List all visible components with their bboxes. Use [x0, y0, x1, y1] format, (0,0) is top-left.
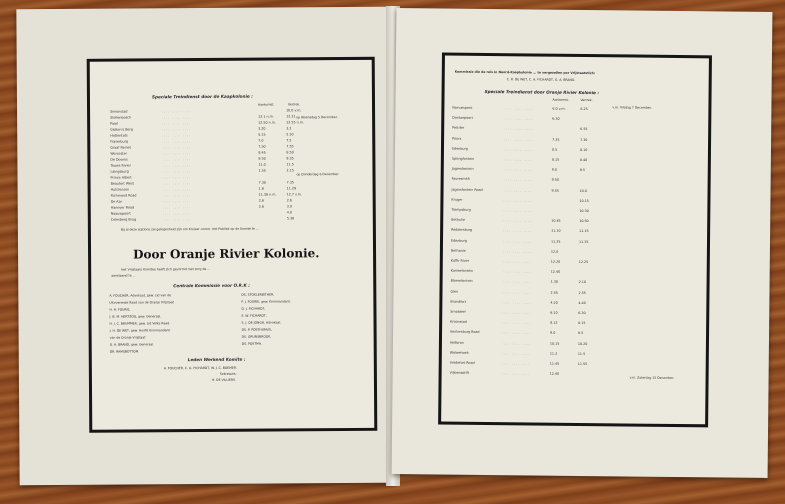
right-col-depart: Vertrek.	[580, 97, 593, 103]
departure-time: 8.15	[578, 321, 586, 326]
committee-member: DS. P. POSTHUMUS,	[241, 327, 272, 332]
working-committee-heading: Leden Werkend Komite :	[187, 356, 246, 363]
departure-time: 8.40	[579, 157, 588, 163]
right-page	[392, 8, 773, 478]
committee-heading: Centrale Kommissie voor O.R.K :	[173, 282, 250, 289]
arrival-time: 1.30	[550, 280, 558, 285]
timetable-row	[452, 136, 702, 145]
departure-time: 6.25	[580, 106, 588, 112]
station-name: Smaldeel	[450, 309, 466, 314]
departure-time: 12.7 v.m.	[286, 192, 303, 197]
departure-time: 10.30	[579, 208, 589, 214]
station-name: Prince Albert	[110, 175, 132, 180]
arrival-time: 12.0	[550, 249, 559, 254]
departure-time: 5.30	[286, 132, 294, 137]
left-col-depart: Vertrek.	[287, 102, 301, 107]
leader-dots: .... .... ....	[502, 238, 532, 244]
arrival-time: 12.50 n.m.	[258, 120, 277, 125]
arrival-time: 8.15	[551, 157, 560, 162]
timetable-row	[452, 116, 702, 125]
leader-dots: .... .... ....	[162, 199, 192, 204]
timetable-row	[451, 238, 701, 247]
leader-dots: .... .... ....	[502, 310, 531, 315]
timetable-row	[452, 106, 702, 115]
leader-dots: .... .... ....	[503, 177, 533, 182]
departure-time: 11.55	[577, 361, 588, 367]
arrival-time: 7.50	[258, 144, 266, 149]
timetable-row	[451, 228, 701, 237]
leader-dots: .... .... ....	[162, 169, 192, 174]
arrival-time: 10.15	[549, 341, 560, 346]
leader-dots: .... .... ....	[504, 106, 534, 111]
departure-time: 10.0 v.m.	[286, 108, 302, 113]
departure-time: 9.35	[286, 156, 294, 161]
timetable-row	[450, 289, 700, 298]
arrival-time: 12.1 n.m.	[258, 114, 274, 119]
departure-time: 7.30	[580, 137, 588, 142]
timetable-row	[452, 146, 702, 155]
committee-member: DS. STOKLERBITHER,	[241, 292, 275, 297]
committee-member: DS. POSTMA.	[241, 341, 262, 346]
departure-time: 12.21	[286, 114, 296, 119]
timetable-row	[451, 197, 701, 206]
leader-dots: .... .... ....	[503, 157, 533, 162]
station-name: Laingsburg	[110, 169, 129, 174]
committee-member: G. A. BRAND, gew. Generaal.	[109, 342, 155, 347]
arrival-time: 1.55	[258, 168, 266, 173]
departure-time: 2.55	[578, 290, 586, 295]
station-name: Bethulie	[451, 217, 465, 222]
departure-time: 6.30	[578, 310, 586, 316]
departure-time: 4.0	[286, 210, 293, 215]
arrival-time: 9.55	[551, 188, 559, 193]
timetable-row	[450, 361, 700, 370]
leader-dots: .... .... ....	[162, 211, 192, 216]
working-members: A. FOUCHER, C. G. FICHARDT, W. J. C. BOEMER.	[163, 365, 237, 371]
secretary-name: H. DE VILLIERS.	[211, 377, 236, 382]
station-name: Kaffir River	[450, 258, 470, 263]
right-col-arrive: Aankomst.	[552, 97, 569, 102]
departure-time: 9.5	[579, 168, 586, 173]
timetable-row	[452, 126, 702, 135]
committee-member: DS. GRUNSBROOK,	[241, 334, 272, 339]
leader-dots: .... .... ....	[162, 193, 192, 198]
departure-time: 10.15	[579, 198, 589, 203]
departure-time: 6.55	[580, 127, 588, 132]
leader-dots: .... .... ....	[162, 133, 191, 138]
arrival-time: 9.0	[550, 331, 556, 336]
leader-dots: .... .... ....	[503, 167, 533, 172]
leader-dots: .... .... ....	[162, 217, 192, 222]
departure-time: 12.55 n.m.	[286, 120, 305, 125]
station-name: Stellenbosch	[110, 115, 132, 120]
left-note: Bij al deze stations zal gelegenheid zijn om Kruiser comm. het Publiek op de Komité te ...	[120, 226, 259, 232]
leader-dots: .... .... ....	[503, 208, 533, 213]
departure-time: 2.6	[286, 198, 292, 203]
arrival-time: 6.30	[552, 116, 560, 121]
station-name: Kroonstad	[450, 319, 467, 324]
leader-dots: .... .... ....	[503, 146, 533, 152]
timetable-row	[451, 269, 701, 278]
station-name: Touws Rivier	[110, 163, 131, 168]
station-name: Fauresmith	[451, 177, 470, 182]
station-name: Hanover Road	[110, 205, 135, 210]
station-name: Priors	[452, 136, 462, 141]
station-name: Paarl	[110, 121, 119, 126]
committee-left-list	[109, 293, 239, 364]
arrival-time: 9.0	[551, 167, 558, 172]
timetable-row	[451, 208, 701, 217]
left-page-frame	[87, 57, 378, 433]
leader-dots: .... .... ....	[502, 320, 531, 325]
leader-dots: .... .... ....	[162, 151, 192, 156]
station-name: Springfontein	[451, 156, 475, 161]
committee-member: A. FOUCHER, Advokaat, gew. Lid van de	[109, 293, 172, 298]
leader-dots: .... .... ....	[162, 115, 191, 120]
station-name: Colesberg Brug	[110, 217, 137, 222]
station-name: Graaf Reinet	[110, 145, 131, 150]
station-name: Hutchinson	[110, 187, 130, 192]
timetable-row	[452, 167, 702, 176]
leader-dots: .... .... ....	[504, 116, 533, 121]
station-name: Jagersfontein	[451, 166, 474, 172]
committee-member: van de Oranje Vrijstaat	[109, 335, 146, 340]
leader-dots: .... .... ....	[162, 163, 192, 168]
left-subtitle-1: Het Vrijstaats Komitee heeft zich gevormd met zorg de ...	[121, 266, 211, 272]
station-name: De Doorns	[110, 157, 128, 162]
committee-member: J. B. M. HERTZOG, gew. Generaal.	[109, 314, 162, 319]
left-day-note-1: op Woensdag 5 December.	[296, 115, 338, 120]
leader-dots: .... .... ....	[503, 197, 533, 203]
station-name: Edenburg	[451, 146, 468, 151]
station-name: Heilbron	[449, 340, 464, 345]
station-name: Simonstad	[110, 109, 128, 114]
timetable-row	[450, 299, 700, 308]
leader-dots: .... .... ....	[502, 269, 532, 274]
arrival-time: 11.45	[549, 361, 560, 366]
left-title: Door Oranje Rivier Kolonie.	[133, 246, 320, 262]
station-name: Reddersburg	[451, 228, 473, 233]
left-day-note-2: op Donderdag 6 December.	[296, 172, 340, 177]
station-name: Fraserburg	[110, 139, 129, 144]
left-subtitle-2: aanstaand te ...	[111, 273, 136, 278]
station-name: Karreefontein	[450, 268, 474, 274]
left-timetable	[110, 108, 361, 270]
right-day-note-1: v.m. Vrijdag 7 December.	[612, 105, 652, 110]
departure-time: 9.5	[578, 331, 584, 336]
departure-time: 10.0	[579, 188, 587, 193]
departure-time: 3.0	[286, 204, 292, 209]
departure-time: 7.35	[286, 180, 294, 185]
arrival-time: 8.12	[550, 320, 558, 325]
leader-dots: .... .... ....	[503, 218, 532, 223]
departure-time: 2.15	[286, 168, 294, 173]
right-commission: Kommissie die de reis in Noord-Kaapkolonie ... te vergezellen per Vrijstaatstich:	[454, 69, 596, 76]
leader-dots: .... .... ....	[501, 350, 531, 356]
station-name: Viljoensdrift	[449, 370, 470, 376]
committee-member: D. J. FICHARDT,	[241, 306, 266, 311]
timetable-row	[450, 371, 700, 380]
station-name: Gidsen's Berg	[110, 127, 133, 132]
departure-time: 10.20	[577, 341, 588, 346]
leader-dots: .... .... ....	[162, 181, 192, 186]
timetable-row	[451, 218, 701, 227]
station-name: Naauwpoort	[110, 211, 131, 216]
committee-member: DR. RAMSBOTTOM.	[109, 349, 140, 354]
arrival-time: 2.6	[258, 204, 264, 209]
timetable-row	[452, 177, 702, 186]
leader-dots: .... .... ....	[162, 127, 191, 132]
leader-dots: .... .... ....	[502, 299, 532, 305]
leader-dots: .... .... ....	[162, 109, 191, 114]
timetable-row	[451, 248, 701, 257]
station-name: Ventersburg Road	[450, 330, 480, 335]
station-name: Bloemfontein	[450, 279, 473, 284]
leader-dots: .... .... ....	[162, 187, 192, 192]
leader-dots: .... .... ....	[502, 259, 532, 264]
timetable-row	[450, 350, 700, 359]
departure-time: 11.5	[577, 351, 586, 356]
arrival-time: 9.30	[258, 156, 266, 161]
departure-time: 8.10	[579, 147, 588, 152]
station-name: Brandfort	[450, 299, 467, 304]
station-name: Glen	[450, 289, 459, 294]
leader-dots: .... .... ....	[162, 145, 191, 150]
station-name: Trompsburg	[451, 207, 471, 212]
arrival-time: 11.25	[550, 239, 561, 244]
station-name: Donkerpoort	[452, 115, 473, 121]
departure-time: 11.5	[286, 162, 294, 167]
right-commission-members: C. R. DE WET, C. A. FICHARDT, G. A. BRAND.	[506, 77, 576, 82]
leader-dots: .... .... ....	[162, 175, 192, 180]
timetable-row	[451, 259, 701, 268]
arrival-time: 8.45	[258, 150, 266, 155]
leader-dots: .... .... ....	[502, 248, 532, 254]
arrival-time: 2.45	[550, 290, 558, 295]
departure-time: 11.35	[578, 239, 589, 244]
leader-dots: .... .... ....	[501, 371, 531, 376]
departure-time: 4.40	[578, 300, 586, 305]
departure-time: 11.29	[286, 186, 297, 191]
timetable-row	[450, 310, 700, 319]
departure-time: 3.2	[286, 126, 292, 131]
leader-dots: .... .... ....	[503, 228, 532, 233]
leader-dots: .... .... ....	[504, 126, 533, 131]
leader-dots: .... .... ....	[502, 279, 532, 284]
committee-member: P. J. FOURIE, gew. Kommandant.	[241, 299, 291, 304]
leader-dots: .... .... ....	[502, 289, 532, 295]
departure-time: 12.25	[578, 259, 589, 265]
departure-time: 7.5	[286, 138, 292, 143]
station-name: Kruger	[451, 197, 463, 202]
station-name: Worcester	[110, 151, 127, 156]
departure-time: 2.10	[578, 280, 586, 285]
left-col-arrive: Aankomst.	[258, 102, 275, 107]
leader-dots: .... .... ....	[162, 121, 191, 126]
committee-member: H. H. FOURIE,	[109, 307, 131, 312]
right-page-frame	[438, 53, 712, 428]
right-day-note-2: v.m. Zaterdag 15 December.	[629, 375, 674, 380]
leader-dots: .... .... ....	[503, 187, 533, 193]
right-timetable	[449, 106, 702, 409]
committee-member: H. J. C. BRUMMER, gew. Lid Volks Raad.	[109, 321, 171, 326]
station-name: De Aar	[110, 199, 122, 204]
arrival-time: 11.38 n.m.	[258, 192, 277, 197]
leader-dots: .... .... ....	[502, 330, 531, 335]
leader-dots: .... .... ....	[162, 157, 192, 162]
departure-time: 5.38	[286, 216, 295, 221]
station-name: Jagersfontein Road	[451, 187, 483, 192]
committee-member: Uitvoerende Raad van de Oranje Vrijstaat	[109, 300, 174, 305]
timetable-row	[452, 187, 702, 196]
leader-dots: .... .... ....	[162, 139, 191, 144]
right-heading: Speciale Treindienst door Oranje Rivier Kolonie :	[484, 88, 600, 96]
station-name: Beaufort West	[110, 181, 134, 186]
departure-time: 7.55	[286, 144, 294, 149]
arrival-time: 6.10	[550, 310, 558, 315]
arrival-time: 3.20	[258, 126, 266, 131]
station-name: Bethanie	[450, 248, 466, 253]
timetable-row	[450, 340, 700, 349]
arrival-time: 6.0 v.m.	[552, 106, 566, 111]
page-number-mark: ·	[580, 421, 582, 428]
timetable-row	[451, 279, 701, 288]
timetable-row	[111, 216, 361, 224]
arrival-time: 11.0	[258, 162, 266, 167]
station-name: Norvalspont	[452, 105, 473, 110]
committee-member: E. W. FICHARDT,	[241, 313, 267, 318]
leader-dots: .... .... ....	[162, 205, 192, 210]
timetable-row	[450, 330, 700, 339]
arrival-time: 9.50	[551, 178, 560, 183]
departure-time: 8.50	[286, 150, 294, 155]
station-name: Pettifer	[452, 126, 465, 131]
station-name: Edenburg	[451, 238, 467, 243]
timetable-row	[450, 320, 700, 329]
arrival-time: 8.5	[551, 147, 558, 152]
departure-time: 11.15	[579, 229, 589, 234]
leader-dots: .... .... ....	[501, 361, 531, 366]
arrival-time: 10.45	[551, 218, 561, 223]
station-name: Vredefort Road	[449, 360, 475, 365]
arrival-time: 7.25	[552, 137, 560, 142]
left-heading: Speciale Treindienst door de Kaapkolonie :	[151, 93, 253, 100]
leader-dots: .... .... ....	[501, 340, 531, 346]
secretary-label: Sekretaris:	[219, 371, 237, 376]
station-name: Hottentots	[110, 133, 128, 138]
arrival-time: 1.8	[258, 186, 264, 191]
arrival-time: 7.30	[258, 180, 266, 185]
arrival-time: 7.0	[258, 138, 264, 143]
leader-dots: .... .... ....	[504, 136, 533, 142]
arrival-time: 12.40	[549, 371, 560, 376]
departure-time: 10.50	[579, 219, 589, 224]
left-page	[16, 7, 393, 486]
committee-member: S. J. DE JONGH, Advokaat.	[241, 320, 282, 325]
committee-member: J. H. DE WET, gew. Hoofd Kommandant	[109, 328, 170, 333]
arrival-time: 2.6	[258, 198, 264, 203]
timetable-row	[452, 157, 702, 166]
arrival-time: 12.40	[550, 269, 561, 274]
arrival-time: 11.2	[549, 351, 558, 356]
station-name: Wolwehoek	[449, 350, 469, 355]
arrival-time: 5.15	[258, 132, 266, 137]
arrival-time: 4.20	[550, 300, 558, 305]
station-name: Richmond Road	[110, 193, 137, 198]
committee-right-list	[241, 292, 361, 363]
arrival-time: 12.20	[550, 259, 561, 264]
arrival-time: 11.10	[551, 229, 561, 234]
